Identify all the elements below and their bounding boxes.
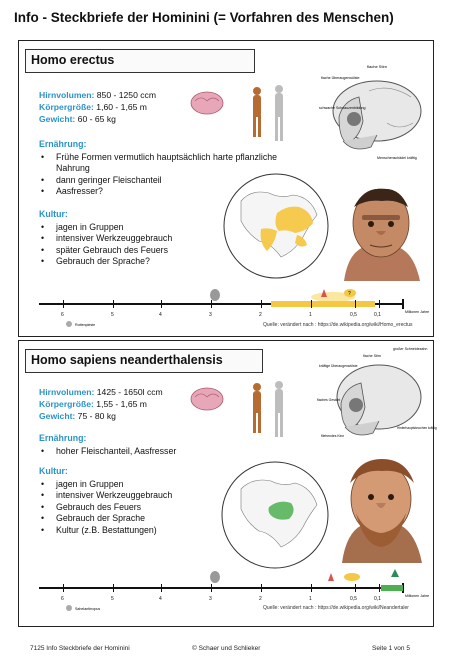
brain-and-figures	[189, 79, 301, 147]
tick-label: 4	[159, 312, 162, 318]
list-item: • Aasfresser?	[39, 186, 309, 198]
source-note: Quelle: verändert nach : https://de.wikipedia.org/wiki/Neandertaler	[263, 605, 409, 611]
skull-label: kräftige Überaugenwülste	[319, 364, 358, 368]
timeline	[19, 573, 433, 623]
skull-label: flache Stirn	[363, 354, 381, 358]
footer-center: © Schaer und Schlieker	[192, 645, 261, 652]
tick-label: 5	[111, 596, 114, 602]
skull-label: schwache Schnauzenbildung	[319, 106, 366, 110]
face-portrait	[334, 453, 429, 565]
card-neanderthal	[18, 340, 437, 627]
skull-illustration	[301, 345, 437, 453]
list-item: • Gebrauch des Feuers	[39, 502, 172, 514]
page-title: Info - Steckbriefe der Hominini (= Vorfahren des Menschen)	[14, 10, 394, 25]
skull-label: flache Überaugenwülste	[321, 76, 360, 80]
stats-block	[39, 386, 163, 422]
brain-volume-label: Hirnvolumen:	[39, 387, 95, 397]
nutrition-section	[39, 433, 176, 457]
list-item: • hoher Fleischanteil, Aasfresser	[39, 446, 176, 458]
tick-label: 0,1	[374, 596, 381, 602]
tick-label: 0,5	[350, 312, 357, 318]
list-item: • intensiver Werkzeuggebrauch	[39, 233, 172, 245]
body-height-value: 1,55 - 1,65 m	[93, 399, 147, 409]
body-height-label: Körpergröße:	[39, 399, 94, 409]
list-item: • jagen in Gruppen	[39, 222, 172, 234]
list-item: • Kultur (z.B. Bestattungen)	[39, 525, 172, 537]
list-item: • Gebrauch der Sprache	[39, 513, 172, 525]
weight-label: Gewicht:	[39, 114, 76, 124]
timeline-start-note: Rottenpieste	[75, 323, 96, 327]
timeline-unit: Millionen Jahre	[405, 310, 430, 314]
brain-volume-label: Hirnvolumen:	[39, 90, 95, 100]
brain-volume-value: 1425 - 1650l ccm	[94, 387, 163, 397]
skull-label: großer Schneidezahn	[393, 347, 428, 351]
card-homo-erectus	[18, 40, 434, 337]
card-header	[25, 349, 263, 373]
weight-value: 75 - 80 kg	[75, 411, 116, 421]
skull-label: flache Stirn	[367, 64, 388, 69]
skull-label: Menschenschädel kräftig	[377, 156, 417, 160]
list-item: • Gebrauch der Sprache?	[39, 256, 172, 268]
culture-section	[39, 466, 172, 536]
timeline-unit: Millionen Jahre	[405, 594, 430, 598]
tick-label: 3	[209, 312, 212, 318]
tick-label: 1	[309, 312, 312, 318]
tick-label: 2	[259, 596, 262, 602]
brain-volume-value: 850 - 1250 ccm	[94, 90, 157, 100]
fire-question-mark: ?	[348, 291, 351, 297]
list-item: • später Gebrauch des Feuers	[39, 245, 172, 257]
stats-block	[39, 89, 156, 125]
body-height-label: Körpergröße:	[39, 102, 94, 112]
body-height-value: 1,60 - 1,65 m	[93, 102, 147, 112]
list-item: • intensiver Werkzeuggebrauch	[39, 490, 172, 502]
nutrition-section	[39, 139, 309, 198]
card-heading: Homo erectus	[31, 53, 115, 67]
tick-label: 6	[61, 596, 64, 602]
culture-title: Kultur:	[39, 466, 68, 476]
skull-label: Hinterhauptsknochen kräftig	[397, 426, 437, 430]
weight-label: Gewicht:	[39, 411, 76, 421]
skull-label: fliehendes Kinn	[321, 434, 345, 438]
footer-left: 7125 Info Steckbriefe der Hominini	[30, 645, 130, 652]
skull-illustration	[299, 61, 429, 163]
distribution-globe	[219, 459, 331, 571]
timeline	[19, 289, 433, 339]
tick-label: 6	[61, 312, 64, 318]
tick-label: 3	[209, 596, 212, 602]
culture-title: Kultur:	[39, 209, 68, 219]
culture-section	[39, 209, 172, 268]
timeline-start-note: Sahelanthropus	[75, 607, 101, 611]
weight-value: 60 - 65 kg	[75, 114, 116, 124]
tick-label: 0,5	[350, 596, 357, 602]
list-item: • dann geringer Fleischanteil	[39, 175, 309, 187]
nutrition-title: Ernährung:	[39, 139, 87, 149]
tick-label: 0,1	[374, 312, 381, 318]
face-portrait	[334, 181, 429, 286]
card-header	[25, 49, 255, 73]
footer-right: Seite 1 von 5	[372, 645, 410, 652]
tick-label: 5	[111, 312, 114, 318]
list-item: • jagen in Gruppen	[39, 479, 172, 491]
list-item: • Frühe Formen vermutlich hauptsächlich harte pflanzliche Nahrung	[39, 152, 309, 175]
brain-and-figures	[189, 375, 301, 445]
source-note: Quelle: verändert nach : https://de.wikipedia.org/wiki/Homo_erectus	[263, 322, 413, 328]
card-heading: Homo sapiens neanderthalensis	[31, 353, 223, 367]
tick-label: 1	[309, 596, 312, 602]
nutrition-title: Ernährung:	[39, 433, 87, 443]
tick-label: 4	[159, 596, 162, 602]
tick-label: 2	[259, 312, 262, 318]
skull-label: flaches Gesicht	[317, 398, 341, 402]
